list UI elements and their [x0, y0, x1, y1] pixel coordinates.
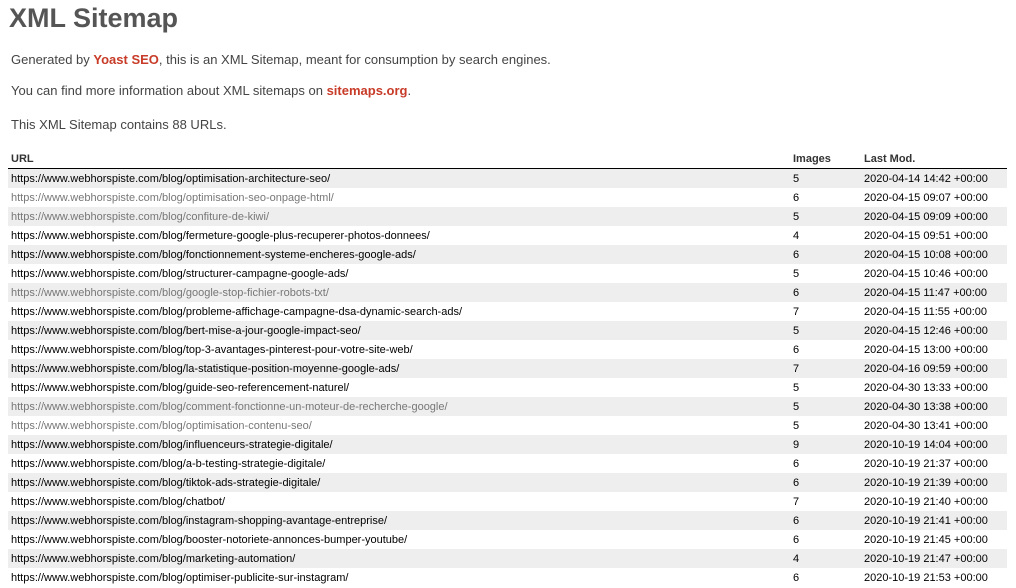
table-row: [8, 340, 1007, 359]
table-row: [8, 321, 1007, 340]
images-count-cell: 9: [793, 438, 800, 451]
header-row: [8, 149, 1007, 169]
lastmod-cell: 2020-04-30 13:33 +00:00: [864, 381, 988, 394]
lastmod-cell: 2020-10-19 21:41 +00:00: [864, 514, 988, 527]
table-row: [8, 245, 1007, 264]
lastmod-cell: 2020-10-19 21:45 +00:00: [864, 533, 988, 546]
sitemap-url-link[interactable]: https://www.webhorspiste.com/blog/influenceurs-strategie-digitale/: [11, 438, 333, 451]
sitemap-url-link[interactable]: https://www.webhorspiste.com/blog/comment-fonctionne-un-moteur-de-recherche-google/: [11, 400, 448, 413]
table-row: [8, 226, 1007, 245]
images-count-cell: 6: [793, 248, 800, 261]
lastmod-cell: 2020-04-15 09:07 +00:00: [864, 191, 988, 204]
page-title: XML Sitemap: [9, 3, 179, 33]
table-row: [8, 530, 1007, 549]
yoast-seo-link[interactable]: Yoast SEO: [93, 52, 159, 67]
sitemap-url-link[interactable]: https://www.webhorspiste.com/blog/optimisation-contenu-seo/: [11, 419, 312, 432]
sitemap-url-link[interactable]: https://www.webhorspiste.com/blog/optimisation-architecture-seo/: [11, 172, 331, 185]
intro-more-info-prefix: You can find more information about XML sitemaps on: [11, 83, 327, 98]
images-count-cell: 6: [793, 514, 800, 527]
table-row: [8, 511, 1007, 530]
table-row: [8, 568, 1007, 587]
url-cell: [8, 283, 790, 302]
url-cell: [8, 207, 790, 226]
intro-generated-suffix: , this is an XML Sitemap, meant for consumption by search engines.: [158, 52, 551, 67]
images-count-cell: 7: [793, 305, 800, 318]
images-count-cell: 6: [793, 457, 800, 470]
lastmod-cell: 2020-04-15 09:51 +00:00: [864, 229, 988, 242]
table-row: [8, 359, 1007, 378]
sitemap-url-link[interactable]: https://www.webhorspiste.com/blog/instagram-shopping-avantage-entreprise/: [11, 514, 388, 527]
images-count-cell: 5: [793, 210, 800, 223]
lastmod-cell: 2020-04-15 10:46 +00:00: [864, 267, 988, 280]
sitemap-url-link[interactable]: https://www.webhorspiste.com/blog/confiture-de-kiwi/: [11, 210, 269, 223]
url-cell: [8, 245, 790, 264]
sitemap-table-header: [8, 149, 1007, 169]
url-cell: [8, 302, 790, 321]
lastmod-cell: 2020-10-19 14:04 +00:00: [864, 438, 988, 451]
images-count-cell: 6: [793, 343, 800, 356]
lastmod-cell: 2020-04-15 09:09 +00:00: [864, 210, 988, 223]
url-cell: [8, 511, 790, 530]
lastmod-cell: 2020-04-15 13:00 +00:00: [864, 343, 988, 356]
url-cell: [8, 473, 790, 492]
sitemap-url-link[interactable]: https://www.webhorspiste.com/blog/guide-seo-referencement-naturel/: [11, 381, 350, 394]
sitemap-url-link[interactable]: https://www.webhorspiste.com/blog/structurer-campagne-google-ads/: [11, 267, 349, 280]
images-count-cell: 4: [793, 229, 800, 242]
lastmod-cell: 2020-04-15 11:55 +00:00: [864, 305, 988, 318]
sitemap-table: [8, 149, 1007, 587]
lastmod-cell: 2020-04-15 11:47 +00:00: [864, 286, 988, 299]
images-count-cell: 5: [793, 381, 800, 394]
lastmod-cell: 2020-04-16 09:59 +00:00: [864, 362, 988, 375]
images-count-cell: 6: [793, 191, 800, 204]
sitemap-url-link[interactable]: https://www.webhorspiste.com/blog/a-b-testing-strategie-digitale/: [11, 457, 326, 470]
sitemap-url-link[interactable]: https://www.webhorspiste.com/blog/google-stop-fichier-robots-txt/: [11, 286, 329, 299]
url-cell: [8, 340, 790, 359]
sitemap-url-link[interactable]: https://www.webhorspiste.com/blog/top-3-avantages-pinterest-pour-votre-site-web/: [11, 343, 413, 356]
images-count-cell: 4: [793, 552, 800, 565]
url-cell: [8, 378, 790, 397]
table-row: [8, 435, 1007, 454]
url-cell: [8, 435, 790, 454]
url-column-header: URL: [8, 149, 790, 169]
url-cell: [8, 226, 790, 245]
lastmod-cell: 2020-04-15 12:46 +00:00: [864, 324, 988, 337]
sitemap-url-link[interactable]: https://www.webhorspiste.com/blog/fonctionnement-systeme-encheres-google-ads/: [11, 248, 416, 261]
sitemap-table-body: [8, 169, 1007, 588]
sitemaps-org-link[interactable]: sitemaps.org: [326, 83, 408, 98]
table-row: [8, 188, 1007, 207]
lastmod-cell: 2020-10-19 21:47 +00:00: [864, 552, 988, 565]
table-row: [8, 302, 1007, 321]
sitemap-url-link[interactable]: https://www.webhorspiste.com/blog/marketing-automation/: [11, 552, 296, 565]
images-count-cell: 5: [793, 267, 800, 280]
table-row: [8, 549, 1007, 568]
table-row: [8, 283, 1007, 302]
intro-more-info-suffix: .: [407, 83, 412, 98]
intro-more-info: [11, 83, 411, 98]
images-count-cell: 7: [793, 495, 800, 508]
images-count-cell: 6: [793, 571, 800, 584]
table-row: [8, 169, 1007, 189]
images-column-header: Images: [790, 149, 861, 169]
table-row: [8, 473, 1007, 492]
sitemap-url-link[interactable]: https://www.webhorspiste.com/blog/bert-mise-a-jour-google-impact-seo/: [11, 324, 361, 337]
sitemap-url-link[interactable]: https://www.webhorspiste.com/blog/tiktok-ads-strategie-digitale/: [11, 476, 321, 489]
images-count-cell: 5: [793, 400, 800, 413]
lastmod-cell: 2020-04-30 13:38 +00:00: [864, 400, 988, 413]
sitemap-url-link[interactable]: https://www.webhorspiste.com/blog/booster-notoriete-annonces-bumper-youtube/: [11, 533, 408, 546]
sitemap-url-link[interactable]: https://www.webhorspiste.com/blog/optimisation-seo-onpage-html/: [11, 191, 334, 204]
sitemap-url-link[interactable]: https://www.webhorspiste.com/blog/probleme-affichage-campagne-dsa-dynamic-search-ads/: [11, 305, 463, 318]
sitemap-url-link[interactable]: https://www.webhorspiste.com/blog/la-statistique-position-moyenne-google-ads/: [11, 362, 400, 375]
sitemap-url-link[interactable]: https://www.webhorspiste.com/blog/fermeture-google-plus-recuperer-photos-donnees/: [11, 229, 430, 242]
images-count-cell: 7: [793, 362, 800, 375]
url-cell: [8, 492, 790, 511]
lastmod-column-header: Last Mod.: [861, 149, 1007, 169]
url-cell: [8, 568, 790, 587]
sitemap-url-link[interactable]: https://www.webhorspiste.com/blog/optimiser-publicite-sur-instagram/: [11, 571, 349, 584]
url-cell: [8, 321, 790, 340]
lastmod-cell: 2020-10-19 21:39 +00:00: [864, 476, 988, 489]
lastmod-cell: 2020-04-15 10:08 +00:00: [864, 248, 988, 261]
lastmod-cell: 2020-04-14 14:42 +00:00: [864, 172, 988, 185]
intro-generated-by: [11, 52, 551, 67]
table-row: [8, 264, 1007, 283]
images-count-cell: 6: [793, 476, 800, 489]
url-count-text: This XML Sitemap contains 88 URLs.: [11, 117, 227, 132]
images-count-cell: 5: [793, 172, 800, 185]
url-cell: [8, 359, 790, 378]
sitemap-url-link[interactable]: https://www.webhorspiste.com/blog/chatbot/: [11, 495, 225, 508]
lastmod-cell: 2020-10-19 21:37 +00:00: [864, 457, 988, 470]
table-row: [8, 416, 1007, 435]
images-count-cell: 6: [793, 533, 800, 546]
table-row: [8, 207, 1007, 226]
lastmod-cell: 2020-04-30 13:41 +00:00: [864, 419, 988, 432]
url-cell: [8, 264, 790, 283]
table-row: [8, 378, 1007, 397]
url-cell: [8, 549, 790, 568]
url-cell: [8, 416, 790, 435]
images-count-cell: 5: [793, 324, 800, 337]
images-count-cell: 5: [793, 419, 800, 432]
url-cell: [8, 188, 790, 207]
table-row: [8, 492, 1007, 511]
lastmod-cell: 2020-10-19 21:53 +00:00: [864, 571, 988, 584]
table-row: [8, 454, 1007, 473]
url-cell: [8, 454, 790, 473]
table-row: [8, 397, 1007, 416]
lastmod-cell: 2020-10-19 21:40 +00:00: [864, 495, 988, 508]
url-cell: [8, 397, 790, 416]
url-cell: [8, 169, 790, 189]
intro-generated-prefix: Generated by: [11, 52, 94, 67]
url-cell: [8, 530, 790, 549]
images-count-cell: 6: [793, 286, 800, 299]
